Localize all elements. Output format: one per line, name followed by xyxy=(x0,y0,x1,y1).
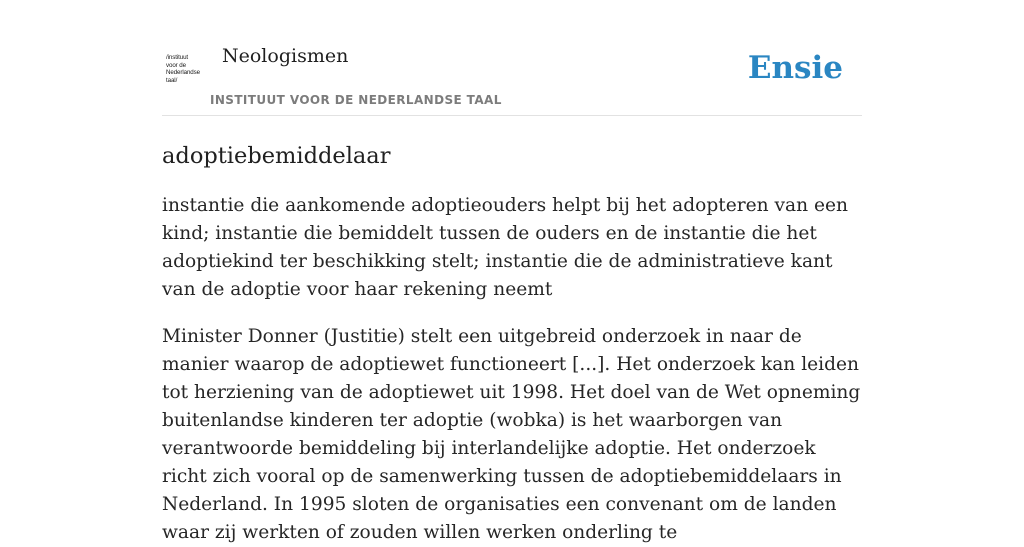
entry-definition: instantie die aankomende adoptieouders helpt bij het adopteren van een kind; instantie die bemiddelt tussen de ouders en de instantie die het adoptiekind ter beschikking stelt; instantie die de administratieve kant van de adoptie voor haar rekening neemt xyxy=(162,195,848,300)
ensie-brand-logo[interactable]: Ensie xyxy=(747,50,843,86)
header xyxy=(162,0,862,116)
site-title[interactable]: Neologismen xyxy=(222,45,349,67)
entry-headword: adoptiebemiddelaar xyxy=(162,143,391,169)
logo-line: /instituut xyxy=(166,54,189,61)
logo-line: voor de xyxy=(166,61,186,69)
organization-name: INSTITUUT VOOR DE NEDERLANDSE TAAL xyxy=(210,93,502,107)
entry-quote: Minister Donner (Justitie) stelt een uitgebreid onderzoek in naar de manier waarop de adoptiewet functioneert [...]. Het onderzoek kan leiden tot herziening van de adoptiewet uit 1998. Het doel van de Wet opneming buitenlandse kinderen ter adoptie (wobka) is het waarborgen van verantwoorde bemiddeling bij interlandelijke adoptie. Het onderzoek richt zich vooral op de samenwerking tussen de adoptiebemiddelaars in Nederland. In 1995 sloten de organisaties een convenant om de landen waar zij werkten of zouden willen werken onderling te xyxy=(162,326,861,543)
ivdnt-logo[interactable] xyxy=(166,54,210,90)
logo-line: taal/ xyxy=(166,76,178,84)
logo-line: Nederlandse xyxy=(166,69,200,77)
entry-card xyxy=(162,0,862,547)
